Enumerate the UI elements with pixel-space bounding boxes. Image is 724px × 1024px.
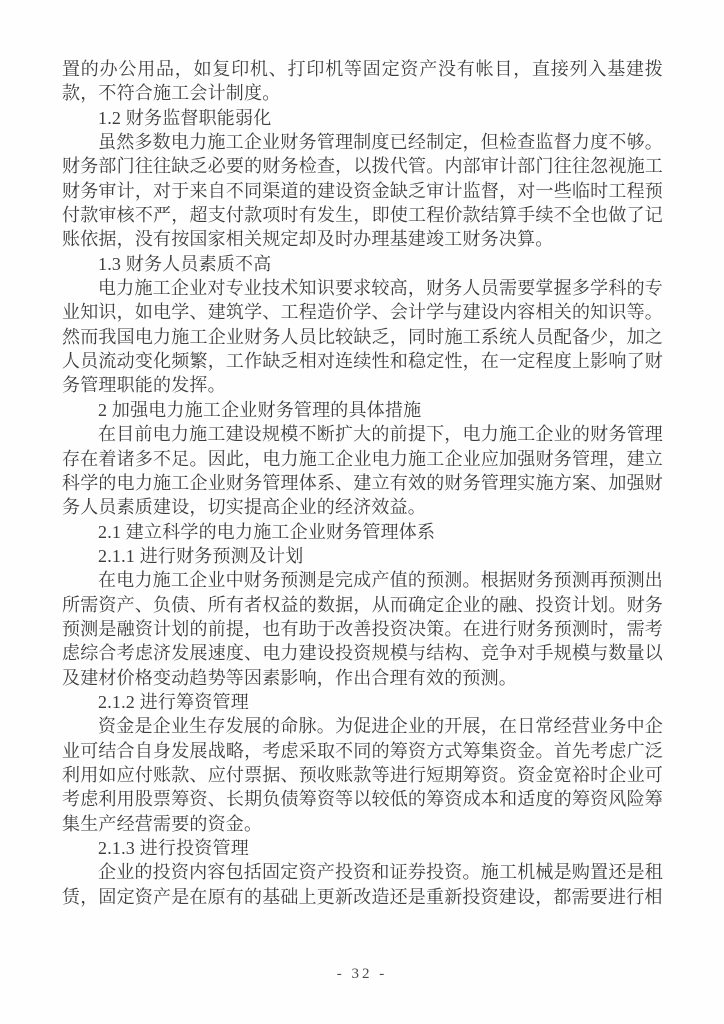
page-footer (0, 966, 724, 983)
paragraph: 资金是企业生存发展的命脉。为促进企业的开展，在日常经营业务中企业可结合自身发展战略，考虑采取不同的筹资方式筹集资金。首先考虑广泛利用如应付账款、应付票据、预收账款等进行短期筹资。资金宽裕时企业可考虑利用股票筹资、长期负债筹资等以较低的筹资成本和适度的筹资风险筹集生产经营需要的资金。 (62, 716, 663, 834)
paragraph: 在目前电力施工建设规模不断扩大的前提下，电力施工企业的财务管理存在着诸多不足。因此，电力施工企业电力施工企业应加强财务管理，建立科学的电力施工企业财务管理体系、建立有效的财务管理实施方案、加强财务人员素质建设，切实提高企业的经济效益。 (62, 424, 663, 518)
heading-2-1-1: 2.1.1 进行财务预测及计划 (98, 545, 304, 566)
page-number: - 32 - (336, 966, 388, 982)
heading-2-1-2: 2.1.2 进行筹资管理 (98, 691, 249, 712)
paragraph-continuation: 置的办公用品，如复印机、打印机等固定资产没有帐目，直接列入基建拨款，不符合施工会计制度。 (62, 59, 663, 104)
paragraph: 企业的投资内容包括固定资产投资和证券投资。施工机械是购置还是租赁，固定资产是在原有的基础上更新改造还是重新投资建设，都需要进行相 (62, 862, 663, 907)
paragraph: 在电力施工企业中财务预测是完成产值的预测。根据财务预测再预测出所需资产、负债、所有者权益的数据，从而确定企业的融、投资计划。财务预测是融资计划的前提，也有助于改善投资决策。在进行财务预测时，需考虑综合考虑济发展速度、电力建设投资规模与结构、竞争对手规模与数量以及建材价格变动趋势等因素影响，作出合理有效的预测。 (62, 570, 663, 688)
heading-2-1: 2.1 建立科学的电力施工企业财务管理体系 (98, 521, 436, 542)
paragraph: 电力施工企业对专业技术知识要求较高，财务人员需要掌握多学科的专业知识，如电学、建筑学、工程造价学、会计学与建设内容相关的知识等。然而我国电力施工企业财务人员比较缺乏，同时施工系统人员配备少，加之人员流动变化频繁，工作缺乏相对连续性和稳定性，在一定程度上影响了财务管理职能的发挥。 (62, 278, 663, 396)
document-body (62, 57, 663, 909)
paragraph: 虽然多数电力施工企业财务管理制度已经制定，但检查监督力度不够。财务部门往往缺乏必要的财务检查，以拨代管。内部审计部门往往忽视施工财务审计，对于来自不同渠道的建设资金缺乏审计监督，对一些临时工程预付款审核不严，超支付款项时有发生，即使工程价款结算手续不全也做了记账依据，没有按国家相关规定却及时办理基建竣工财务决算。 (62, 132, 663, 250)
heading-2: 2 加强电力施工企业财务管理的具体措施 (98, 399, 422, 420)
heading-1-3: 1.3 财务人员素质不高 (98, 253, 272, 274)
heading-2-1-3: 2.1.3 进行投资管理 (98, 838, 249, 858)
heading-1-2: 1.2 财务监督职能弱化 (98, 107, 272, 128)
